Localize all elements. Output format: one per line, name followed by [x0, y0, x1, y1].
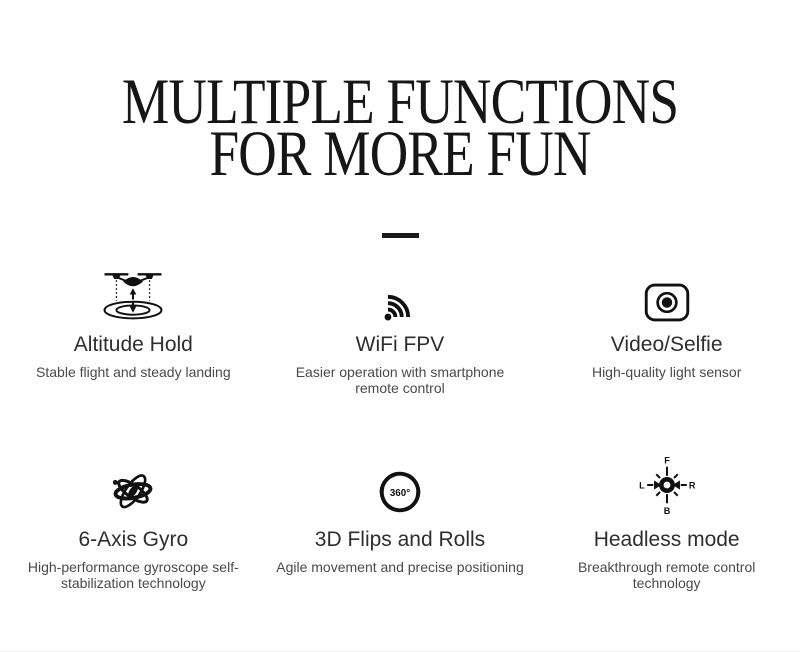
feature-title: 6-Axis Gyro: [78, 527, 189, 551]
compass-front-label: F: [663, 455, 670, 466]
page-title-line1: MULTIPLE FUNCTIONS: [121, 66, 679, 138]
feature-subtitle: Stable flight and steady landing: [36, 363, 231, 380]
header: [0, 0, 800, 238]
compass-right-label: R: [688, 479, 696, 490]
feature-3d-flips: [267, 451, 534, 592]
feature-headless-mode: [533, 451, 800, 592]
feature-altitude-hold: [0, 264, 267, 397]
feature-subtitle: Agile movement and precise positioning: [276, 558, 524, 575]
rotation-360-icon: [375, 451, 425, 517]
feature-6-axis-gyro: [0, 451, 267, 592]
feature-wifi-fpv: [267, 264, 534, 397]
wifi-icon: [383, 264, 417, 322]
compass-left-label: L: [638, 479, 645, 490]
page-title-line2: FOR MORE FUN: [209, 118, 591, 190]
badge-360-label: 360°: [389, 487, 411, 499]
feature-title: WiFi FPV: [355, 332, 445, 356]
camera-icon: [644, 264, 690, 322]
feature-video-selfie: [533, 264, 800, 397]
page-title: [72, 66, 728, 190]
feature-title: Altitude Hold: [73, 332, 193, 356]
feature-subtitle: High-quality light sensor: [591, 363, 742, 380]
feature-title: Headless mode: [593, 527, 740, 551]
feature-subtitle: High-performance gyroscope self-stabilization technology: [27, 558, 239, 591]
feature-title: 3D Flips and Rolls: [314, 527, 486, 551]
feature-subtitle: Breakthrough remote control technology: [577, 558, 756, 591]
feature-subtitle: Easier operation with smartphone remote control: [295, 363, 505, 396]
feature-grid: [0, 264, 800, 592]
compass-back-label: B: [663, 505, 670, 516]
drone-altitude-icon: [101, 264, 165, 322]
compass-icon: [635, 451, 699, 517]
divider-dash: [382, 233, 419, 238]
gyroscope-icon: [110, 451, 156, 517]
feature-title: Video/Selfie: [610, 332, 723, 356]
